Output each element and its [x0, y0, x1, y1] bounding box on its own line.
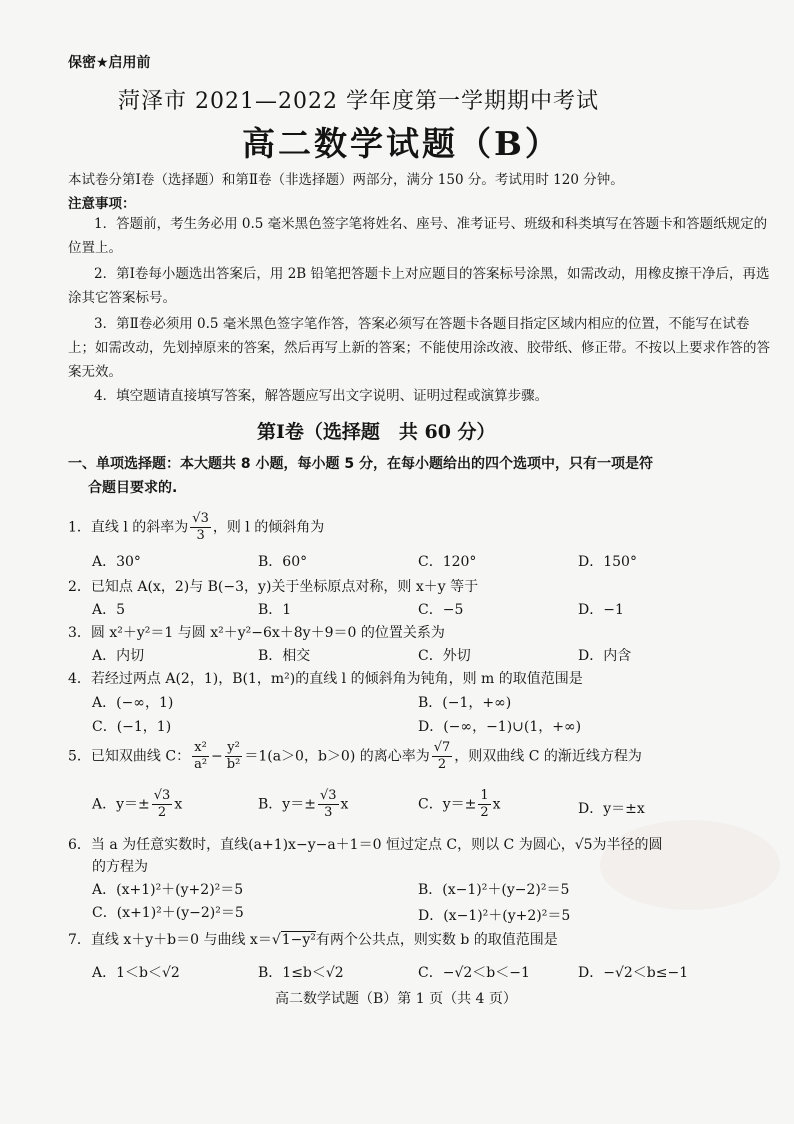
note-item: 1．答题前，考生务必用 0.5 毫米黑色签字笔将姓名、座号、准考证号、班级和科类填写在答题卡和答题纸规定的位置上。 [68, 216, 768, 256]
q5-f1-num: x² [192, 740, 209, 757]
q5-option-b [258, 788, 348, 821]
exam-name: 菏泽市 2021—2022 学年度第一学期期中考试 [118, 89, 599, 114]
q5-c-den: 2 [480, 805, 489, 820]
q1-option-c: C．120° [418, 554, 477, 570]
q1-frac-num: √3 [192, 511, 209, 526]
q5-c-num: 1 [480, 788, 489, 803]
q7-option-b: B．1≤b＜√2 [258, 965, 344, 981]
note-item: 4．填空题请直接填写答案，解答题应写出文字说明、证明过程或演算步骤。 [94, 388, 549, 404]
q6-option-c: C．(x+1)²＋(y−2)²＝5 [92, 905, 244, 921]
q5-a-num: √3 [153, 788, 171, 803]
question-3-stem: 3．圆 x²＋y²＝1 与圆 x²＋y²−6x＋8y＋9＝0 的位置关系为 [68, 625, 445, 641]
q1-option-a: A．30° [92, 554, 141, 570]
q7-option-c: C．−√2＜b＜−1 [418, 965, 530, 981]
q2-option-d: D．−1 [578, 602, 624, 618]
q5-c-post: x [492, 796, 501, 813]
q3-option-a: A．内切 [92, 648, 145, 664]
q6-option-d: D．(x−1)²＋(y+2)²＝5 [418, 908, 571, 924]
question-1-stem [68, 511, 324, 544]
q6-option-b: B．(x−1)²＋(y−2)²＝5 [418, 882, 570, 898]
q4-option-b: B．(−1，+∞) [418, 695, 512, 711]
q5-a-pre: A．y＝± [92, 796, 150, 813]
q5-c-fraction [478, 788, 490, 821]
note-item: 3．第Ⅱ卷必须用 0.5 毫米黑色签字笔作答，答案必须写在答题卡各题目指定区域内相应的位置，不能写在试卷上；如需改动，先划掉原来的答案，然后再写上新的答案；不能使用涂改液、胶带纸、修正带。不按以上要求作答的答案无效。 [68, 316, 770, 380]
q5-a-den: 2 [157, 805, 167, 820]
question-7-stem [68, 929, 558, 949]
q3-option-b: B．相交 [258, 648, 311, 664]
q3-option-c: C．外切 [418, 648, 471, 664]
q5-f2-num: y² [225, 740, 243, 757]
q5-a-fraction [152, 788, 173, 821]
section-title: 第Ⅰ卷（选择题 共 60 分） [257, 421, 496, 443]
q5-option-a [92, 788, 182, 821]
q2-option-a: A．5 [92, 602, 126, 618]
part-instructions-line2: 合题目要求的. [88, 480, 178, 496]
question-4-stem: 4．若经过两点 A(2，1)，B(1，m²)的直线 l 的倾斜角为钝角，则 m 的取值范围是 [68, 671, 583, 687]
q5-b-den: 3 [324, 805, 333, 820]
question-5-stem [68, 740, 642, 773]
page-footer: 高二数学试题（B）第 1 页（共 4 页） [275, 991, 517, 1007]
q5-e-num: √7 [433, 740, 451, 755]
note-item: 2．第Ⅰ卷每小题选出答案后，用 2B 铅笔把答题卡上对应题目的答案标号涂黑，如需改动，用橡皮擦干净后，再选涂其它答案标号。 [68, 266, 770, 306]
q7-radical-sign: √ [271, 932, 281, 948]
q5-f2-den: b² [226, 757, 241, 772]
q1-text-pre: 1．直线 l 的斜率为 [68, 519, 189, 536]
q5-eccentricity-fraction [432, 740, 453, 773]
q1-slope-fraction [190, 511, 211, 544]
q5-text-pre: 5．已知双曲线 C： [68, 748, 191, 765]
q4-option-a: A．(−∞，1) [92, 695, 174, 711]
intro-text: 本试卷分第Ⅰ卷（选择题）和第Ⅱ卷（非选择题）两部分，满分 150 分。考试用时 120 分钟。 [68, 172, 624, 188]
part-instructions-line1: 一、单项选择题：本大题共 8 小题，每小题 5 分，在每小题给出的四个选项中，只有一项是符 [68, 456, 653, 472]
notes-heading: 注意事项： [68, 196, 136, 212]
q7-text-pre: 7．直线 x＋y＋b＝0 与曲线 x＝ [68, 932, 272, 948]
q7-radicand: 1−y² [281, 932, 316, 948]
q7-text-post: 有两个公共点，则实数 b 的取值范围是 [315, 932, 558, 948]
q2-option-b: B．1 [258, 602, 292, 618]
q5-minus: − [211, 748, 223, 765]
q7-option-d: D．−√2＜b≤−1 [578, 965, 689, 981]
question-2-stem: 2．已知点 A(x，2)与 B(−3，y)关于坐标原点对称，则 x＋y 等于 [68, 579, 479, 595]
q5-c-pre: C．y＝± [418, 796, 477, 813]
q6-option-a: A．(x+1)²＋(y+2)²＝5 [92, 882, 244, 898]
q7-option-a: A．1＜b＜√2 [92, 965, 180, 981]
q1-text-post: ，则 l 的倾斜角为 [212, 519, 325, 536]
q5-option-c [418, 788, 501, 821]
confidential-label: 保密★启用前 [68, 55, 151, 71]
question-6-stem-line2: 的方程为 [92, 859, 148, 875]
q5-y-fraction [225, 740, 243, 773]
page-title: 高二数学试题（B） [242, 124, 561, 163]
q1-option-d: D．150° [578, 554, 637, 570]
q5-e-den: 2 [437, 757, 447, 772]
q5-x-fraction [192, 740, 209, 773]
q3-option-d: D．内含 [578, 648, 632, 664]
q1-frac-den: 3 [196, 528, 205, 543]
q5-text-mid: ＝1(a＞0，b＞0) 的离心率为 [244, 748, 430, 765]
q5-f1-den: a² [194, 757, 208, 772]
q5-a-post: x [174, 796, 183, 813]
q5-b-post: x [340, 796, 349, 813]
q2-option-c: C．−5 [418, 602, 464, 618]
part-instructions [68, 452, 780, 500]
q5-option-d: D．y＝±x [578, 801, 645, 817]
q5-b-pre: B．y＝± [258, 796, 316, 813]
q4-option-d: D．(−∞，−1)∪(1，+∞) [418, 719, 582, 735]
q1-option-b: B．60° [258, 554, 308, 570]
q5-b-fraction [318, 788, 339, 821]
q4-option-c: C．(−1，1) [92, 719, 172, 735]
q5-text-post: ，则双曲线 C 的渐近线方程为 [454, 748, 642, 765]
question-6-stem-line1: 6．当 a 为任意实数时，直线(a+1)x−y−a＋1＝0 恒过定点 C，则以 C 为圆心，√5为半径的圆 [68, 837, 663, 853]
q5-b-num: √3 [319, 788, 337, 803]
